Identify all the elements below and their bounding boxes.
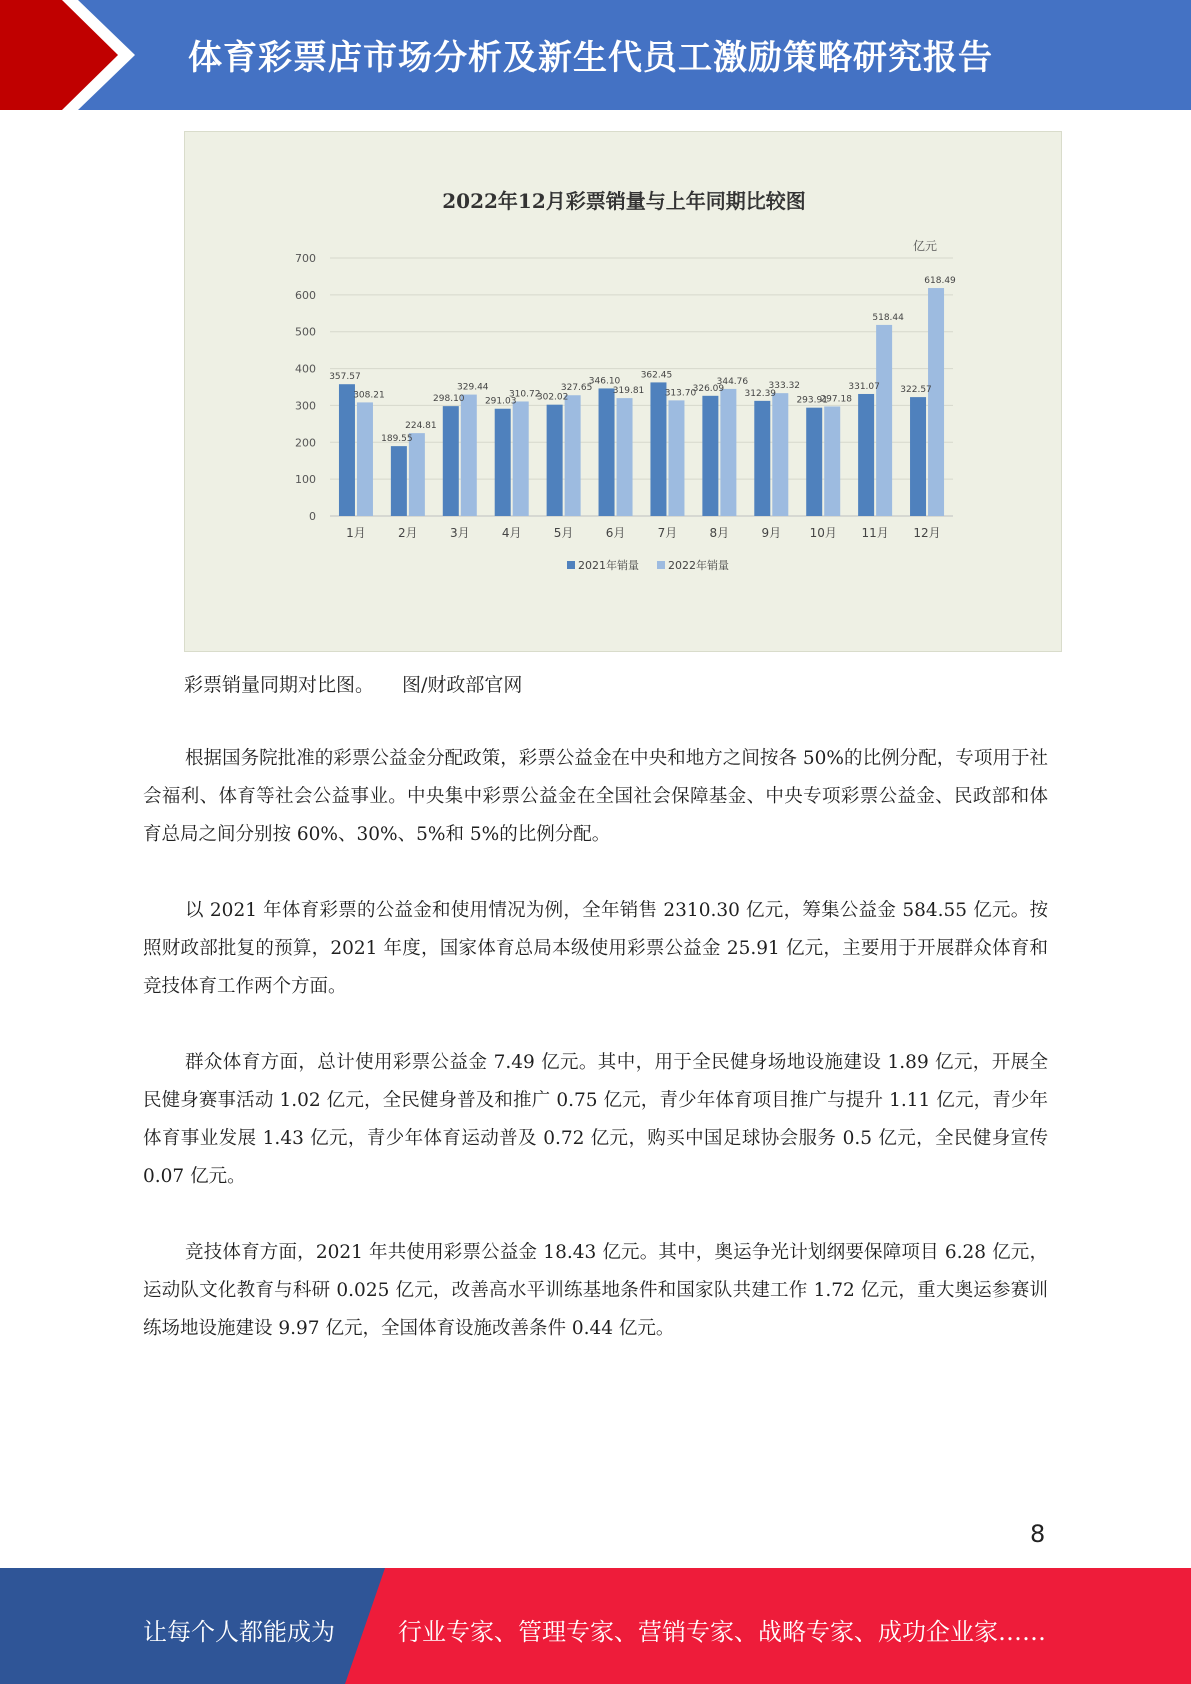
data-label: 518.44 — [872, 312, 904, 323]
y-tick-label: 600 — [295, 288, 316, 302]
legend-label: 2021年销量 — [578, 559, 639, 572]
bar-2021 — [702, 396, 718, 516]
data-label: 344.76 — [716, 376, 749, 387]
bar-2022 — [357, 402, 373, 516]
bar-2021 — [599, 388, 615, 516]
data-label: 293.91 — [796, 395, 828, 406]
legend-swatch — [657, 561, 665, 569]
page-header — [0, 0, 1191, 110]
x-tick-label: 7月 — [657, 526, 678, 540]
legend-swatch — [567, 561, 575, 569]
data-label: 326.09 — [692, 383, 725, 394]
data-label: 224.81 — [405, 421, 437, 432]
caption-text: 彩票销量同期对比图。 — [184, 674, 375, 696]
x-tick-label: 8月 — [709, 526, 730, 540]
legend-label: 2022年销量 — [668, 559, 729, 572]
data-label: 333.32 — [768, 381, 801, 392]
bar-2021 — [858, 394, 874, 516]
y-tick-label: 0 — [309, 510, 316, 523]
bar-2022 — [513, 401, 529, 516]
data-label: 618.49 — [924, 276, 956, 287]
data-label: 357.57 — [329, 372, 361, 383]
data-label: 302.02 — [536, 392, 569, 403]
data-label: 313.70 — [664, 388, 697, 399]
x-tick-label: 9月 — [761, 526, 782, 540]
x-tick-label: 12月 — [913, 526, 941, 540]
y-tick-label: 700 — [295, 252, 316, 265]
chart-unit-label: 亿元 — [912, 239, 938, 253]
bar-2022 — [720, 389, 736, 516]
data-label: 298.10 — [433, 394, 465, 405]
x-tick-label: 1月 — [346, 526, 366, 540]
data-label: 362.45 — [640, 370, 673, 381]
chart-title: 2022年12月彩票销量与上年同期比较图 — [442, 189, 806, 213]
bar-2021 — [754, 401, 770, 516]
bar-2021 — [391, 446, 407, 516]
data-label: 310.72 — [508, 389, 541, 400]
bar-2022 — [409, 433, 425, 516]
bar-2022 — [617, 398, 633, 516]
y-tick-label: 500 — [295, 325, 316, 339]
data-label: 312.39 — [744, 388, 777, 399]
x-tick-label: 11月 — [861, 526, 889, 540]
data-label: 291.03 — [484, 396, 517, 407]
sales-comparison-chart — [184, 131, 1062, 652]
paragraph-mass-sports: 群众体育方面，总计使用彩票公益金 7.49 亿元。其中，用于全民健身场地设施建设 1.89 亿元，开展全民健身赛事活动 1.02 亿元，全民健身普及和推广 0.75 亿元，青少年体育项目推广与提升 1.11 亿元，青少年体育事业发展 1.43 亿元，青少年体育运动普及 0.72 亿元，购买中国足球协会服务 0.5 亿元，全民健身宣传 0.07 亿元。 — [143, 1052, 1048, 1187]
bar-2021 — [547, 405, 563, 516]
x-tick-label: 3月 — [449, 526, 470, 540]
x-tick-label: 4月 — [501, 526, 522, 540]
header-arrow-decoration — [0, 0, 140, 110]
bar-2022 — [824, 406, 840, 516]
data-label: 308.21 — [353, 390, 385, 401]
page-footer — [0, 1568, 1191, 1684]
x-tick-label: 6月 — [605, 526, 626, 540]
bar-2022 — [668, 400, 684, 516]
footer-slogan-right: 行业专家、管理专家、营销专家、战略专家、成功企业家…… — [398, 1618, 1046, 1646]
bar-2021 — [339, 384, 355, 516]
bar-2021 — [443, 406, 459, 516]
bar-2022 — [772, 393, 788, 516]
data-label: 322.57 — [900, 385, 932, 396]
bar-2021 — [910, 397, 926, 516]
x-tick-label: 10月 — [809, 526, 837, 540]
page-number: 8 — [1030, 1520, 1046, 1548]
data-label: 319.81 — [612, 386, 645, 397]
bar-2022 — [461, 395, 477, 516]
data-label: 331.07 — [848, 381, 880, 392]
bar-2022 — [928, 288, 944, 516]
data-label: 346.10 — [588, 376, 621, 387]
bar-2021 — [650, 382, 666, 516]
footer-slogan-left: 让每个人都能成为 — [143, 1618, 335, 1646]
x-tick-label: 5月 — [553, 526, 574, 540]
y-tick-label: 400 — [295, 362, 316, 376]
chart-caption — [184, 670, 522, 697]
bar-2022 — [876, 325, 892, 516]
data-label: 189.55 — [381, 434, 413, 445]
x-tick-label: 2月 — [398, 526, 418, 540]
chart-legend — [567, 558, 729, 572]
bar-2022 — [565, 395, 581, 516]
data-label: 329.44 — [457, 382, 489, 393]
bar-2021 — [495, 409, 511, 516]
report-title: 体育彩票店市场分析及新生代员工激励策略研究报告 — [188, 38, 993, 78]
chart-canvas — [185, 132, 1063, 653]
y-tick-label: 300 — [295, 399, 316, 413]
y-tick-label: 100 — [295, 473, 316, 487]
y-tick-label: 200 — [295, 436, 316, 450]
data-label: 327.65 — [560, 383, 593, 394]
paragraph-allocation-policy: 根据国务院批准的彩票公益金分配政策，彩票公益金在中央和地方之间按各 50%的比例分配，专项用于社会福利、体育等社会公益事业。中央集中彩票公益金在全国社会保障基金、中央专项彩票公益金、民政部和体育总局之间分别按 60%、30%、5%和 5%的比例分配。 — [143, 748, 1048, 845]
bar-2021 — [806, 408, 822, 516]
paragraph-2021-usage: 以 2021 年体育彩票的公益金和使用情况为例，全年销售 2310.30 亿元，筹集公益金 584.55 亿元。按照财政部批复的预算，2021 年度，国家体育总局本级使用彩票公益金 25.91 亿元，主要用于开展群众体育和竞技体育工作两个方面。 — [143, 900, 1048, 997]
data-label: 297.18 — [820, 394, 852, 405]
paragraph-competitive-sports: 竞技体育方面，2021 年共使用彩票公益金 18.43 亿元。其中，奥运争光计划纲要保障项目 6.28 亿元，运动队文化教育与科研 0.025 亿元，改善高水平训练基地条件和国家队共建工作 1.72 亿元，重大奥运参赛训练场地设施建设 9.97 亿元，全国体育设施改善条件 0.44 亿元。 — [143, 1242, 1048, 1339]
caption-source: 图/财政部官网 — [402, 674, 523, 696]
